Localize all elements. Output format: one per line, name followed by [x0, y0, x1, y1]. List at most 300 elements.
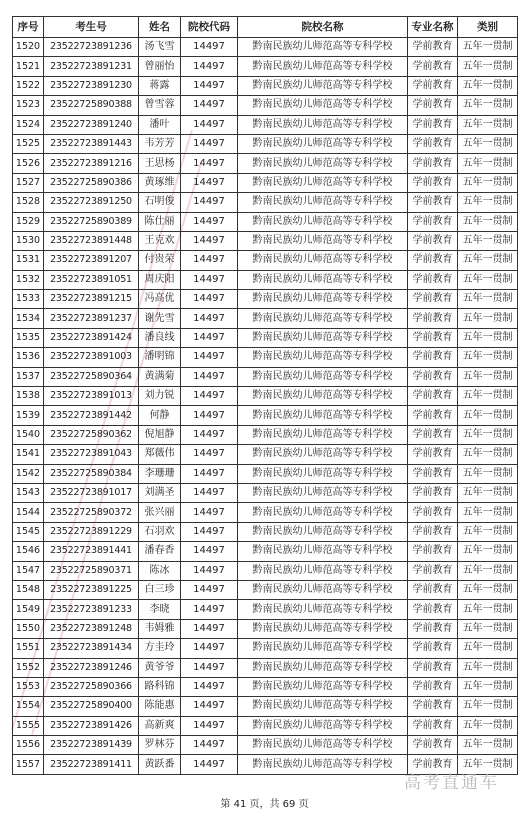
cell-seq: 1534	[13, 309, 44, 328]
table-row	[13, 464, 518, 483]
cell-seq: 1530	[13, 231, 44, 250]
cell-seq: 1551	[13, 639, 44, 658]
table-row	[13, 677, 518, 696]
cell-category: 五年一贯制	[458, 580, 518, 599]
cell-school-code: 14497	[181, 445, 238, 464]
cell-school-name: 黔南民族幼儿师范高等专科学校	[238, 193, 408, 212]
cell-name: 路科锦	[139, 677, 181, 696]
table-row	[13, 96, 518, 115]
cell-school-code: 14497	[181, 290, 238, 309]
cell-category: 五年一贯制	[458, 445, 518, 464]
cell-category: 五年一贯制	[458, 600, 518, 619]
cell-major: 学前教育	[408, 212, 458, 231]
cell-school-code: 14497	[181, 57, 238, 76]
table-row	[13, 348, 518, 367]
cell-name: 潘春香	[139, 542, 181, 561]
cell-candidate-id: 23522723891013	[44, 387, 139, 406]
cell-school-name: 黔南民族幼儿师范高等专科学校	[238, 212, 408, 231]
table-row	[13, 406, 518, 425]
cell-candidate-id: 23522723891230	[44, 76, 139, 95]
cell-school-code: 14497	[181, 212, 238, 231]
cell-category: 五年一贯制	[458, 96, 518, 115]
cell-candidate-id: 23522723891233	[44, 600, 139, 619]
cell-major: 学前教育	[408, 406, 458, 425]
cell-name: 陈能惠	[139, 697, 181, 716]
cell-candidate-id: 23522725890384	[44, 464, 139, 483]
cell-candidate-id: 23522723891051	[44, 270, 139, 289]
table-row	[13, 57, 518, 76]
cell-major: 学前教育	[408, 76, 458, 95]
cell-category: 五年一贯制	[458, 736, 518, 755]
cell-seq: 1548	[13, 580, 44, 599]
cell-major: 学前教育	[408, 464, 458, 483]
cell-major: 学前教育	[408, 561, 458, 580]
cell-name: 黄琢维	[139, 173, 181, 192]
cell-candidate-id: 23522723891225	[44, 580, 139, 599]
cell-candidate-id: 23522723891424	[44, 328, 139, 347]
cell-school-code: 14497	[181, 755, 238, 774]
cell-name: 郑薇伟	[139, 445, 181, 464]
cell-major: 学前教育	[408, 425, 458, 444]
cell-candidate-id: 23522723891250	[44, 193, 139, 212]
table-row	[13, 639, 518, 658]
header-candidate-id: 考生号	[44, 17, 139, 38]
cell-seq: 1546	[13, 542, 44, 561]
table-row	[13, 173, 518, 192]
cell-seq: 1545	[13, 522, 44, 541]
cell-school-code: 14497	[181, 251, 238, 270]
cell-category: 五年一贯制	[458, 57, 518, 76]
cell-candidate-id: 23522723891248	[44, 619, 139, 638]
cell-name: 周庆阳	[139, 270, 181, 289]
cell-name: 黄跃番	[139, 755, 181, 774]
cell-category: 五年一贯制	[458, 639, 518, 658]
cell-name: 张兴丽	[139, 503, 181, 522]
cell-school-name: 黔南民族幼儿师范高等专科学校	[238, 522, 408, 541]
cell-candidate-id: 23522723891240	[44, 115, 139, 134]
cell-name: 白三珍	[139, 580, 181, 599]
cell-seq: 1529	[13, 212, 44, 231]
cell-candidate-id: 23522723891246	[44, 658, 139, 677]
table-row	[13, 76, 518, 95]
cell-school-name: 黔南民族幼儿师范高等专科学校	[238, 639, 408, 658]
cell-school-code: 14497	[181, 677, 238, 696]
cell-major: 学前教育	[408, 270, 458, 289]
cell-major: 学前教育	[408, 193, 458, 212]
cell-category: 五年一贯制	[458, 619, 518, 638]
cell-school-code: 14497	[181, 697, 238, 716]
cell-major: 学前教育	[408, 445, 458, 464]
table-row	[13, 600, 518, 619]
cell-name: 何静	[139, 406, 181, 425]
cell-category: 五年一贯制	[458, 406, 518, 425]
cell-category: 五年一贯制	[458, 154, 518, 173]
cell-school-code: 14497	[181, 658, 238, 677]
table-row	[13, 367, 518, 386]
cell-category: 五年一贯制	[458, 658, 518, 677]
cell-candidate-id: 23522725890388	[44, 96, 139, 115]
cell-major: 学前教育	[408, 677, 458, 696]
cell-school-code: 14497	[181, 154, 238, 173]
cell-candidate-id: 23522723891003	[44, 348, 139, 367]
cell-name: 黄满菊	[139, 367, 181, 386]
cell-seq: 1550	[13, 619, 44, 638]
cell-school-name: 黔南民族幼儿师范高等专科学校	[238, 716, 408, 735]
cell-school-name: 黔南民族幼儿师范高等专科学校	[238, 755, 408, 774]
cell-name: 付贵荣	[139, 251, 181, 270]
cell-name: 石羽欢	[139, 522, 181, 541]
cell-major: 学前教育	[408, 115, 458, 134]
cell-category: 五年一贯制	[458, 755, 518, 774]
header-major: 专业名称	[408, 17, 458, 38]
cell-category: 五年一贯制	[458, 503, 518, 522]
cell-seq: 1542	[13, 464, 44, 483]
cell-major: 学前教育	[408, 57, 458, 76]
cell-school-code: 14497	[181, 96, 238, 115]
cell-name: 方圭玲	[139, 639, 181, 658]
cell-seq: 1543	[13, 483, 44, 502]
cell-seq: 1533	[13, 290, 44, 309]
table-row	[13, 697, 518, 716]
cell-candidate-id: 23522723891216	[44, 154, 139, 173]
cell-seq: 1520	[13, 38, 44, 57]
cell-candidate-id: 23522723891231	[44, 57, 139, 76]
cell-name: 蒋露	[139, 76, 181, 95]
table-row	[13, 154, 518, 173]
cell-candidate-id: 23522723891017	[44, 483, 139, 502]
cell-seq: 1532	[13, 270, 44, 289]
cell-name: 潘叶	[139, 115, 181, 134]
cell-category: 五年一贯制	[458, 348, 518, 367]
cell-school-name: 黔南民族幼儿师范高等专科学校	[238, 270, 408, 289]
cell-major: 学前教育	[408, 290, 458, 309]
header-school-name: 院校名称	[238, 17, 408, 38]
table-row	[13, 580, 518, 599]
cell-seq: 1537	[13, 367, 44, 386]
page-footer: 第 41 页，共 69 页	[220, 799, 309, 810]
table-row	[13, 309, 518, 328]
cell-seq: 1527	[13, 173, 44, 192]
cell-school-name: 黔南民族幼儿师范高等专科学校	[238, 658, 408, 677]
cell-name: 陈冰	[139, 561, 181, 580]
cell-school-code: 14497	[181, 736, 238, 755]
cell-candidate-id: 23522723891441	[44, 542, 139, 561]
cell-school-name: 黔南民族幼儿师范高等专科学校	[238, 367, 408, 386]
cell-category: 五年一贯制	[458, 387, 518, 406]
cell-name: 汤飞雪	[139, 38, 181, 57]
table-row	[13, 290, 518, 309]
cell-seq: 1556	[13, 736, 44, 755]
cell-name: 高新爽	[139, 716, 181, 735]
cell-school-code: 14497	[181, 387, 238, 406]
cell-school-code: 14497	[181, 173, 238, 192]
cell-school-code: 14497	[181, 522, 238, 541]
cell-seq: 1536	[13, 348, 44, 367]
cell-major: 学前教育	[408, 154, 458, 173]
cell-candidate-id: 23522723891442	[44, 406, 139, 425]
cell-name: 李晓	[139, 600, 181, 619]
cell-major: 学前教育	[408, 96, 458, 115]
header-school-code: 院校代码	[181, 17, 238, 38]
cell-name: 王克欢	[139, 231, 181, 250]
cell-school-name: 黔南民族幼儿师范高等专科学校	[238, 154, 408, 173]
cell-candidate-id: 23522723891237	[44, 309, 139, 328]
cell-school-name: 黔南民族幼儿师范高等专科学校	[238, 580, 408, 599]
cell-name: 倪旭静	[139, 425, 181, 444]
cell-category: 五年一贯制	[458, 425, 518, 444]
cell-school-code: 14497	[181, 464, 238, 483]
cell-candidate-id: 23522723891215	[44, 290, 139, 309]
cell-school-code: 14497	[181, 348, 238, 367]
cell-school-name: 黔南民族幼儿师范高等专科学校	[238, 309, 408, 328]
cell-school-name: 黔南民族幼儿师范高等专科学校	[238, 387, 408, 406]
cell-school-name: 黔南民族幼儿师范高等专科学校	[238, 57, 408, 76]
cell-name: 曾雪蓉	[139, 96, 181, 115]
cell-category: 五年一贯制	[458, 251, 518, 270]
cell-candidate-id: 23522723891236	[44, 38, 139, 57]
table-row	[13, 658, 518, 677]
cell-major: 学前教育	[408, 173, 458, 192]
cell-major: 学前教育	[408, 387, 458, 406]
cell-name: 韦芳芳	[139, 134, 181, 153]
table-row	[13, 387, 518, 406]
table-row	[13, 561, 518, 580]
cell-major: 学前教育	[408, 348, 458, 367]
cell-seq: 1555	[13, 716, 44, 735]
cell-name: 潘良线	[139, 328, 181, 347]
cell-major: 学前教育	[408, 658, 458, 677]
cell-seq: 1540	[13, 425, 44, 444]
cell-major: 学前教育	[408, 309, 458, 328]
cell-major: 学前教育	[408, 328, 458, 347]
cell-school-name: 黔南民族幼儿师范高等专科学校	[238, 483, 408, 502]
cell-candidate-id: 23522723891229	[44, 522, 139, 541]
cell-major: 学前教育	[408, 580, 458, 599]
cell-school-name: 黔南民族幼儿师范高等专科学校	[238, 76, 408, 95]
table-row	[13, 328, 518, 347]
cell-seq: 1544	[13, 503, 44, 522]
cell-school-code: 14497	[181, 367, 238, 386]
cell-major: 学前教育	[408, 38, 458, 57]
cell-school-name: 黔南民族幼儿师范高等专科学校	[238, 677, 408, 696]
cell-candidate-id: 23522725890362	[44, 425, 139, 444]
cell-seq: 1547	[13, 561, 44, 580]
cell-school-name: 黔南民族幼儿师范高等专科学校	[238, 348, 408, 367]
cell-school-name: 黔南民族幼儿师范高等专科学校	[238, 96, 408, 115]
table-row	[13, 542, 518, 561]
cell-category: 五年一贯制	[458, 522, 518, 541]
cell-school-name: 黔南民族幼儿师范高等专科学校	[238, 503, 408, 522]
cell-name: 曾丽怡	[139, 57, 181, 76]
cell-seq: 1557	[13, 755, 44, 774]
cell-category: 五年一贯制	[458, 290, 518, 309]
cell-school-name: 黔南民族幼儿师范高等专科学校	[238, 736, 408, 755]
cell-name: 刘力锐	[139, 387, 181, 406]
cell-category: 五年一贯制	[458, 115, 518, 134]
cell-candidate-id: 23522725890371	[44, 561, 139, 580]
cell-candidate-id: 23522725890400	[44, 697, 139, 716]
cell-school-name: 黔南民族幼儿师范高等专科学校	[238, 38, 408, 57]
cell-school-name: 黔南民族幼儿师范高等专科学校	[238, 600, 408, 619]
cell-seq: 1523	[13, 96, 44, 115]
cell-seq: 1521	[13, 57, 44, 76]
cell-candidate-id: 23522723891439	[44, 736, 139, 755]
admission-table	[12, 16, 518, 775]
cell-school-name: 黔南民族幼儿师范高等专科学校	[238, 290, 408, 309]
cell-major: 学前教育	[408, 231, 458, 250]
cell-school-code: 14497	[181, 231, 238, 250]
cell-school-code: 14497	[181, 328, 238, 347]
cell-candidate-id: 23522723891448	[44, 231, 139, 250]
cell-seq: 1554	[13, 697, 44, 716]
cell-category: 五年一贯制	[458, 328, 518, 347]
cell-name: 韦姆雅	[139, 619, 181, 638]
cell-school-code: 14497	[181, 425, 238, 444]
cell-category: 五年一贯制	[458, 464, 518, 483]
cell-school-code: 14497	[181, 406, 238, 425]
cell-candidate-id: 23522723891434	[44, 639, 139, 658]
cell-category: 五年一贯制	[458, 367, 518, 386]
cell-seq: 1538	[13, 387, 44, 406]
cell-school-name: 黔南民族幼儿师范高等专科学校	[238, 697, 408, 716]
table-row	[13, 115, 518, 134]
cell-school-code: 14497	[181, 716, 238, 735]
table-row	[13, 619, 518, 638]
cell-category: 五年一贯制	[458, 193, 518, 212]
cell-name: 罗林芬	[139, 736, 181, 755]
table-row	[13, 483, 518, 502]
cell-seq: 1541	[13, 445, 44, 464]
cell-seq: 1539	[13, 406, 44, 425]
cell-name: 李珊珊	[139, 464, 181, 483]
cell-seq: 1525	[13, 134, 44, 153]
cell-school-code: 14497	[181, 619, 238, 638]
cell-category: 五年一贯制	[458, 561, 518, 580]
cell-school-code: 14497	[181, 38, 238, 57]
cell-school-name: 黔南民族幼儿师范高等专科学校	[238, 619, 408, 638]
cell-seq: 1531	[13, 251, 44, 270]
cell-school-code: 14497	[181, 309, 238, 328]
cell-school-code: 14497	[181, 193, 238, 212]
cell-seq: 1528	[13, 193, 44, 212]
cell-school-name: 黔南民族幼儿师范高等专科学校	[238, 251, 408, 270]
cell-name: 刘满圣	[139, 483, 181, 502]
cell-seq: 1552	[13, 658, 44, 677]
header-seq: 序号	[13, 17, 44, 38]
cell-school-code: 14497	[181, 134, 238, 153]
cell-category: 五年一贯制	[458, 76, 518, 95]
cell-candidate-id: 23522723891043	[44, 445, 139, 464]
table-row	[13, 716, 518, 735]
cell-major: 学前教育	[408, 367, 458, 386]
cell-seq: 1553	[13, 677, 44, 696]
cell-category: 五年一贯制	[458, 542, 518, 561]
cell-candidate-id: 23522725890366	[44, 677, 139, 696]
cell-school-name: 黔南民族幼儿师范高等专科学校	[238, 328, 408, 347]
cell-school-code: 14497	[181, 561, 238, 580]
cell-school-code: 14497	[181, 580, 238, 599]
table-row	[13, 38, 518, 57]
cell-major: 学前教育	[408, 600, 458, 619]
table-row	[13, 425, 518, 444]
cell-major: 学前教育	[408, 134, 458, 153]
cell-name: 王思杨	[139, 154, 181, 173]
cell-school-code: 14497	[181, 639, 238, 658]
cell-seq: 1524	[13, 115, 44, 134]
cell-major: 学前教育	[408, 542, 458, 561]
cell-name: 谢先雪	[139, 309, 181, 328]
header-name: 姓名	[139, 17, 181, 38]
cell-category: 五年一贯制	[458, 309, 518, 328]
cell-name: 潘明锦	[139, 348, 181, 367]
cell-school-name: 黔南民族幼儿师范高等专科学校	[238, 173, 408, 192]
table-header-row	[13, 17, 518, 38]
cell-major: 学前教育	[408, 697, 458, 716]
cell-category: 五年一贯制	[458, 697, 518, 716]
cell-major: 学前教育	[408, 755, 458, 774]
cell-category: 五年一贯制	[458, 716, 518, 735]
cell-school-code: 14497	[181, 600, 238, 619]
cell-major: 学前教育	[408, 483, 458, 502]
cell-school-name: 黔南民族幼儿师范高等专科学校	[238, 464, 408, 483]
cell-school-name: 黔南民族幼儿师范高等专科学校	[238, 542, 408, 561]
cell-school-name: 黔南民族幼儿师范高等专科学校	[238, 406, 408, 425]
table-row	[13, 251, 518, 270]
cell-category: 五年一贯制	[458, 677, 518, 696]
cell-major: 学前教育	[408, 736, 458, 755]
cell-major: 学前教育	[408, 716, 458, 735]
table-row	[13, 503, 518, 522]
header-category: 类别	[458, 17, 518, 38]
cell-category: 五年一贯制	[458, 38, 518, 57]
cell-school-code: 14497	[181, 483, 238, 502]
cell-category: 五年一贯制	[458, 212, 518, 231]
cell-candidate-id: 23522723891443	[44, 134, 139, 153]
table-row	[13, 522, 518, 541]
cell-major: 学前教育	[408, 503, 458, 522]
cell-seq: 1526	[13, 154, 44, 173]
cell-seq: 1522	[13, 76, 44, 95]
cell-school-name: 黔南民族幼儿师范高等专科学校	[238, 134, 408, 153]
cell-school-name: 黔南民族幼儿师范高等专科学校	[238, 115, 408, 134]
cell-school-code: 14497	[181, 115, 238, 134]
cell-major: 学前教育	[408, 639, 458, 658]
cell-candidate-id: 23522723891207	[44, 251, 139, 270]
cell-school-name: 黔南民族幼儿师范高等专科学校	[238, 231, 408, 250]
cell-school-name: 黔南民族幼儿师范高等专科学校	[238, 425, 408, 444]
cell-seq: 1549	[13, 600, 44, 619]
cell-category: 五年一贯制	[458, 270, 518, 289]
cell-school-code: 14497	[181, 76, 238, 95]
cell-candidate-id: 23522723891426	[44, 716, 139, 735]
cell-school-code: 14497	[181, 270, 238, 289]
cell-candidate-id: 23522725890364	[44, 367, 139, 386]
table-row	[13, 231, 518, 250]
cell-candidate-id: 23522725890389	[44, 212, 139, 231]
admission-list	[12, 16, 517, 775]
cell-name: 陈仕丽	[139, 212, 181, 231]
cell-school-code: 14497	[181, 503, 238, 522]
cell-category: 五年一贯制	[458, 173, 518, 192]
cell-category: 五年一贯制	[458, 231, 518, 250]
cell-candidate-id: 23522723891411	[44, 755, 139, 774]
table-row	[13, 445, 518, 464]
cell-category: 五年一贯制	[458, 134, 518, 153]
table-row	[13, 270, 518, 289]
cell-school-name: 黔南民族幼儿师范高等专科学校	[238, 561, 408, 580]
cell-category: 五年一贯制	[458, 483, 518, 502]
table-row	[13, 193, 518, 212]
